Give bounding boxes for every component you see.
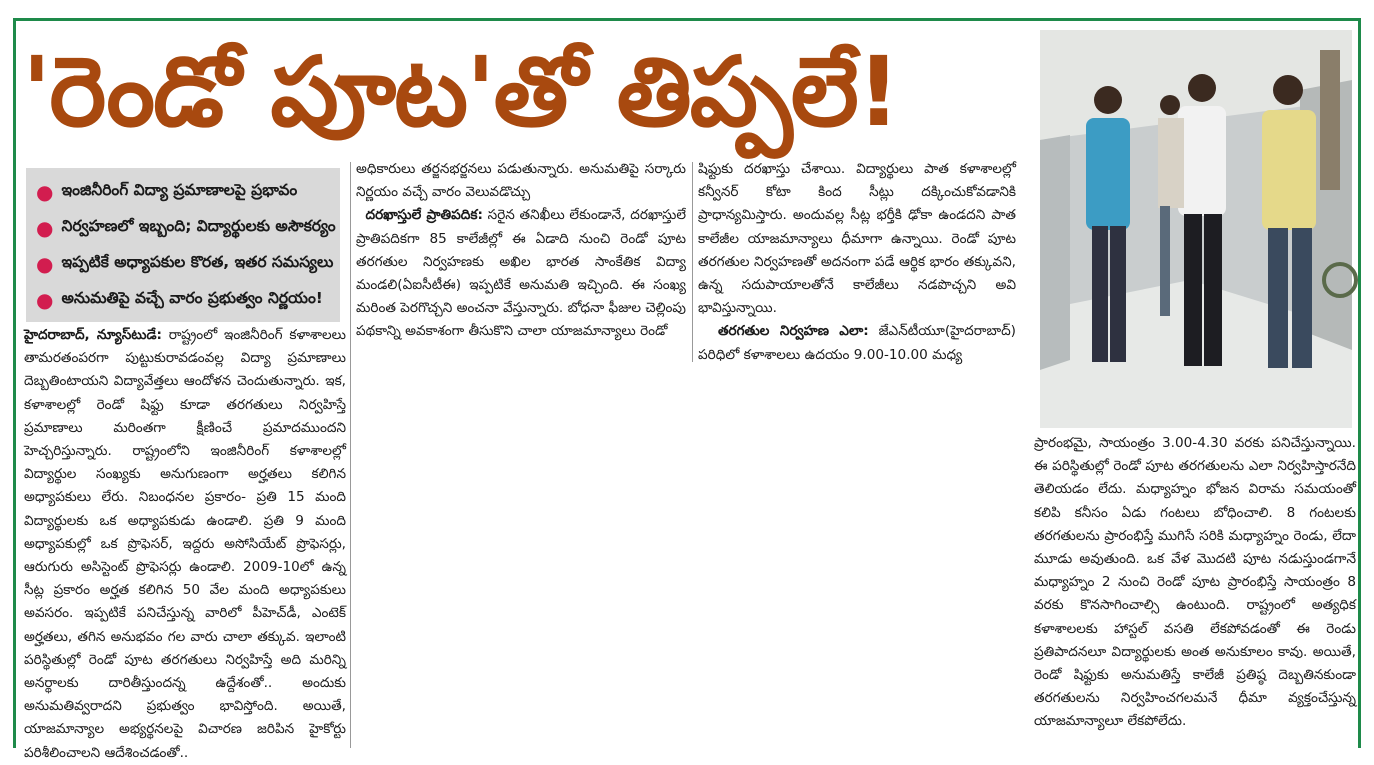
highlights-box	[26, 168, 340, 322]
column-1-text: రాష్ట్రంలో ఇంజినీరింగ్ కళాశాలలు తామరతంపరగా పుట్టుకురావడంవల్ల విద్యా ప్రమాణాలు దెబ్బతింటాయని విద్యావేత్తలు ఆందోళన చెందుతున్నారు. ఇక, కళాశాలల్లో రెండో షిఫ్టు కూడా తరగతులు నిర్వహిస్తే ప్రమాణాలు మరింతగా క్షీణించే ప్రమాదముందని హెచ్చరిస్తున్నారు. రాష్ట్రంలోని ఇంజినీరింగ్ కళాశాలల్లో విద్యార్థుల సంఖ్యకు అనుగుణంగా అర్హతలు కలిగిన అధ్యాపకులు లేరు. నిబంధనల ప్రకారం- ప్రతి 15 మంది విద్యార్థులకు ఒక అధ్యాపకుడు ఉండాలి. ప్రతి 9 మంది అధ్యాపకుల్లో ఒక ప్రొఫెసర్, ఇద్దరు అసోసియేట్ ప్రొఫెసర్లు, ఆరుగురు అసిస్టెంట్ ప్రొఫెసర్లు ఉండాలి. 2009-10లో ఉన్న సీట్ల ప్రకారం అర్హత కలిగిన 50 వేల మంది అధ్యాపకులు అవసరం. ఇప్పటికే పనిచేస్తున్న వారిలో పీహెచ్‌డీ, ఎంటెక్ అర్హతలు, తగిన అనుభవం గల వారు చాలా తక్కువ. ఇలాంటి పరిస్థితుల్లో రెండో పూట తరగతులు నిర్వహిస్తే అది మరిన్ని అనర్థాలకు దారితీస్తుందన్న ఉద్దేశంతో.. అందుకు అనుమతివ్వరాదని ప్రభుత్వం భావిస్తోంది. అయితే, యాజమాన్యాల అభ్యర్థనలపై విచారణ జరిపిన హైకోర్టు పరిశీలించాలని ఆదేశించడంతో..	[24, 327, 347, 761]
highlight-text: ఇంజినీరింగ్ విద్యా ప్రమాణాలపై ప్రభావం	[61, 181, 298, 199]
students-photo	[1040, 30, 1352, 428]
bullet-icon: ●	[36, 216, 54, 240]
column-divider	[350, 162, 351, 748]
column-3-sub-text: జేఎన్‌టీయూ(హైదరాబాద్) పరిధిలో కళాశాలలు ఉదయం 9.00-10.00 మధ్య	[698, 323, 1016, 363]
bullet-icon: ●	[36, 288, 54, 312]
article-column-3	[698, 158, 1016, 363]
highlight-item	[36, 282, 334, 318]
column-4-text: ప్రారంభమై, సాయంత్రం 3.00-4.30 వరకు పనిచేస్తున్నాయి. ఈ పరిస్థితుల్లో రెండో పూట తరగతులను ఎలా నిర్వహిస్తారనేది తెలియడం లేదు. మధ్యాహ్నం భోజన విరామ సమయంతో కలిపి కనీసం ఏడు గంటలు బోధించాలి. 8 గంటలకు తరగతులను ప్రారంభిస్తే ముగిసే సరికి మధ్యాహ్నం రెండు, లేదా మూడు అవుతుంది. ఒక వేళ మొదటి పూట నడుస్తుండగానే మధ్యాహ్నం 2 నుంచి రెండో పూట ప్రారంభిస్తే సాయంత్రం 8 వరకు కొనసాగించాల్సి ఉంటుంది. రాష్ట్రంలో అత్యధిక కళాశాలలకు హాస్టల్ వసతి లేకపోవడంతో ఈ రెండు ప్రతిపాదనలూ విద్యార్థులకు అంత అనుకూలం కావు. అయితే, రెండో షిఫ్టుకు అనుమతిస్తే కాలేజీ ప్రతిష్ఠ దెబ్బతినకుండా తరగతులను నిర్వహించగలమనే ధీమా వ్యక్తంచేస్తున్న యాజమాన్యాలూ లేకపోలేదు.	[1034, 435, 1356, 730]
highlight-text: ఇప్పటికే అధ్యాపకుల కొరత, ఇతర సమస్యలు	[61, 253, 334, 271]
subheading-class-schedule: తరగతుల నిర్వహణ ఎలా:	[717, 323, 869, 340]
column-2-sub-text: సరైన తనిఖీలు లేకుండానే, దరఖాస్తులే ప్రాతిపదికగా 85 కాలేజీల్లో ఈ ఏడాది నుంచి రెండో పూట తరగతుల నిర్వహణకు అఖిల భారత సాంకేతిక విద్యా మండలి(ఏఐసీటీఈ) ఇప్పటికే అనుమతి ఇచ్చింది. ఈ సంఖ్య మరింత పెరగొచ్చని అంచనా వేస్తున్నారు. బోధనా ఫీజుల చెల్లింపు పథకాన్ని అవకాశంగా తీసుకొని చాలా యాజమాన్యాలు రెండో	[356, 207, 687, 340]
highlight-item	[36, 246, 334, 282]
article-column-1	[24, 324, 347, 761]
highlight-item	[36, 174, 334, 210]
headline: 'రెండో పూట'తో తిప్పలే!	[22, 36, 899, 148]
dateline: హైదరాబాద్, న్యూస్‌టుడే:	[24, 327, 162, 343]
article-column-4	[1034, 432, 1356, 748]
bullet-icon: ●	[36, 252, 54, 276]
highlight-text: అనుమతిపై వచ్చే వారం ప్రభుత్వం నిర్ణయం!	[61, 289, 323, 307]
highlight-item	[36, 210, 334, 246]
column-divider	[692, 162, 693, 362]
column-3-text: షిఫ్టుకు దరఖాస్తు చేశాయి. విద్యార్థులు పాత కళాశాలల్లో కన్వీనర్ కోటా కింద సీట్లు దక్కించుకోవడానికి ప్రాధాన్యమిస్తారు. అందువల్ల సీట్ల భర్తీకి ఢోకా ఉండదని పాత కాలేజీల యాజమాన్యాలు ధీమాగా ఉన్నాయి. రెండో పూట తరగతుల నిర్వహణతో అదనంగా పడే ఆర్థిక భారం తక్కువని, ఉన్న సదుపాయాలతోనే కాలేజీలు నడపొచ్చని అవి భావిస్తున్నాయి.	[698, 161, 1016, 317]
bullet-icon: ●	[36, 180, 54, 204]
article-column-2	[356, 158, 686, 358]
subheading-applications: దరఖాస్తులే ప్రాతిపదిక:	[365, 207, 483, 224]
highlight-text: నిర్వహణలో ఇబ్బంది; విద్యార్థులకు అసౌకర్యం	[61, 217, 336, 235]
column-2-text: అధికారులు తర్జనభర్జనలు పడుతున్నారు. అనుమతిపై సర్కారు నిర్ణయం వచ్చే వారం వెలువడొచ్చు	[356, 161, 686, 201]
